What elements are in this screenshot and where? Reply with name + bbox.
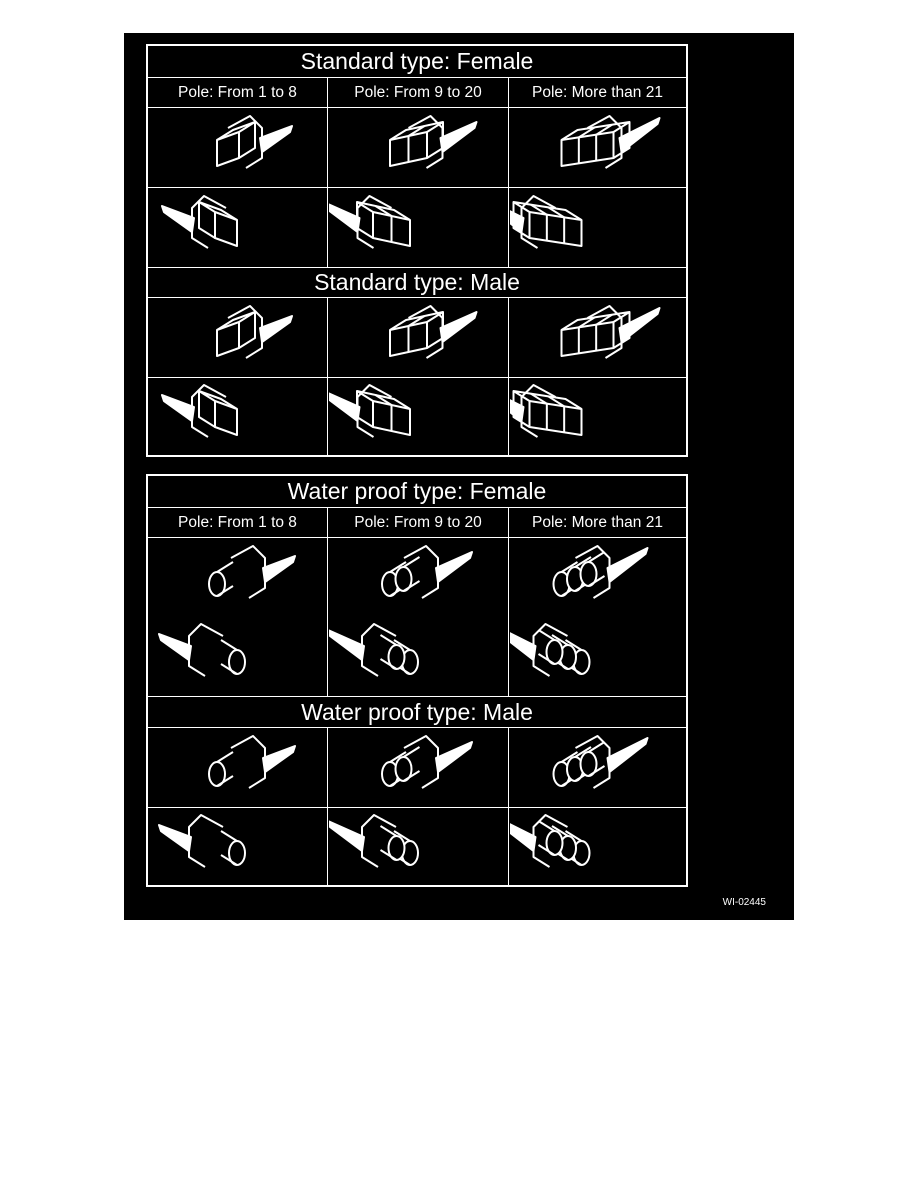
column-header: Pole: From 1 to 8	[148, 508, 328, 537]
connector-type-figure	[124, 33, 794, 920]
connector-drawing	[149, 109, 327, 187]
waterproof-female-title: Water proof type: Female	[148, 476, 686, 508]
waterproof-type-panel	[146, 474, 688, 887]
waterproof-column-headers	[148, 508, 686, 538]
connector-drawing	[329, 539, 508, 617]
connector-drawing	[329, 109, 508, 187]
connector-drawing	[510, 809, 685, 885]
connector-drawing	[149, 539, 327, 617]
connector-drawing	[149, 729, 327, 807]
waterproof-male-title: Water proof type: Male	[148, 697, 686, 728]
connector-drawing	[149, 809, 327, 885]
column-header: Pole: More than 21	[532, 83, 663, 101]
connector-drawing	[329, 379, 508, 455]
connector-drawing	[149, 189, 327, 267]
connector-drawing	[510, 539, 685, 617]
standard-column-headers	[148, 78, 686, 108]
connector-drawing	[510, 379, 685, 455]
connector-drawing	[329, 299, 508, 377]
connector-drawing	[329, 809, 508, 885]
connector-drawing	[510, 109, 685, 187]
column-header: Pole: From 9 to 20	[328, 78, 509, 107]
connector-drawing	[510, 729, 685, 807]
connector-drawing	[149, 617, 327, 695]
standard-male-row-back	[148, 378, 686, 455]
connector-drawing	[149, 299, 327, 377]
waterproof-male-row-front	[148, 728, 686, 808]
column-header: Pole: From 9 to 20	[328, 508, 509, 537]
standard-male-title: Standard type: Male	[148, 268, 686, 298]
connector-drawing	[329, 189, 508, 267]
column-header: Pole: From 1 to 8	[148, 78, 328, 107]
waterproof-female-row	[148, 538, 686, 697]
standard-female-row-front	[148, 108, 686, 188]
connector-drawing	[510, 189, 685, 267]
connector-drawing	[329, 729, 508, 807]
connector-drawing	[510, 299, 685, 377]
connector-drawing	[510, 617, 685, 695]
standard-type-panel	[146, 44, 688, 457]
figure-id-label: WI-02445	[722, 897, 766, 908]
connector-drawing	[149, 379, 327, 455]
standard-female-title: Standard type: Female	[148, 46, 686, 78]
connector-drawing	[329, 617, 508, 695]
waterproof-male-row-back	[148, 808, 686, 885]
standard-male-row-front	[148, 298, 686, 378]
column-header: Pole: More than 21	[532, 513, 663, 531]
standard-female-row-back	[148, 188, 686, 268]
